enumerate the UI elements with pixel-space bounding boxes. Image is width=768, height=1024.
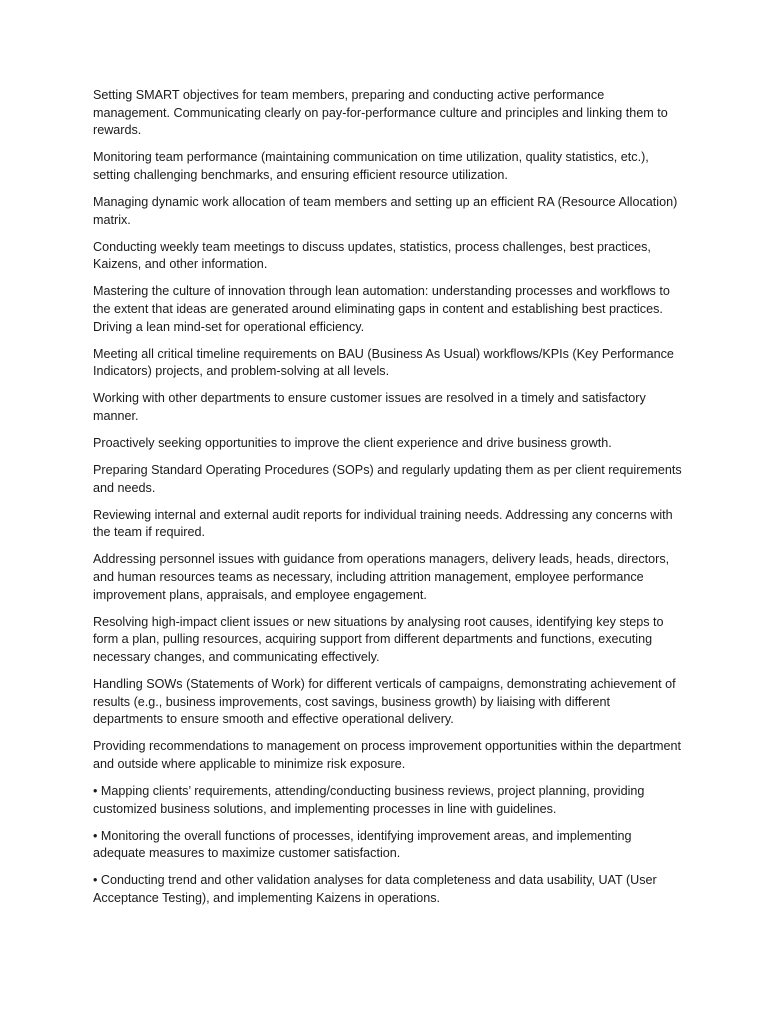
paragraph-personnel-issues: Addressing personnel issues with guidance from operations managers, delivery leads, heads, directors, and human resources teams as necessary, including attrition management, employee performance improvement plans, appraisals, and employee engagement. (93, 552, 670, 602)
paragraph-recommendations: Providing recommendations to management on process improvement opportunities within the department and outside where applicable to minimize risk exposure. (93, 739, 682, 771)
paragraph-timeline-requirements: Meeting all critical timeline requirements on BAU (Business As Usual) workflows/KPIs (Key Performance Indicators) projects, and problem-solving at all levels. (93, 346, 674, 379)
paragraph-monitoring-performance: Monitoring team performance (maintaining communication on time utilization, quality statistics, etc.), setting challenging benchmarks, and ensuring efficient resource utilization. (93, 150, 649, 182)
paragraph-sows: Handling SOWs (Statements of Work) for different verticals of campaigns, demonstrating achievement of results (e.g., business improvements, cost savings, business growth) by liaising with different departments to ensure smooth and effective operational delivery. (93, 677, 676, 727)
paragraph-smart-objectives: Setting SMART objectives for team members, preparing and conducting active performance management. Communicating clearly on pay-for-performance culture and principles and linking them to rewards. (93, 88, 668, 138)
paragraph-customer-issues: Working with other departments to ensure customer issues are resolved in a timely and satisfactory manner. (93, 391, 646, 423)
paragraph-lean-automation: Mastering the culture of innovation through lean automation: understanding processes and workflows to the extent that ideas are generated around eliminating gaps in content and establishing best practices. Driving a lean mind-set for operational efficiency. (93, 284, 670, 334)
paragraph-audit-reports: Reviewing internal and external audit reports for individual training needs. Addressing any concerns with the team if required. (93, 507, 673, 540)
bullet-mapping-requirements: • Mapping clients’ requirements, attending/conducting business reviews, project planning, providing customized business solutions, and implementing processes in line with guidelines. (93, 784, 645, 816)
bullet-monitoring-functions: • Monitoring the overall functions of processes, identifying improvement areas, and implementing adequate measures to maximize customer satisfaction. (93, 828, 632, 861)
paragraph-client-experience: Proactively seeking opportunities to improve the client experience and drive business growth. (93, 436, 612, 450)
paragraph-high-impact-issues: Resolving high-impact client issues or new situations by analysing root causes, identifying key steps to form a plan, pulling resources, acquiring support from different departments and functions, executing necessary changes, and communicating effectively. (93, 614, 664, 664)
paragraph-weekly-meetings: Conducting weekly team meetings to discuss updates, statistics, process challenges, best practices, Kaizens, and other information. (93, 239, 651, 272)
bullet-trend-analyses: • Conducting trend and other validation analyses for data completeness and data usability, UAT (User Acceptance Testing), and implementing Kaizens in operations. (93, 873, 657, 905)
paragraph-sops: Preparing Standard Operating Procedures (SOPs) and regularly updating them as per client requirements and needs. (93, 463, 682, 495)
document-page (93, 87, 683, 917)
paragraph-work-allocation: Managing dynamic work allocation of team members and setting up an efficient RA (Resource Allocation) matrix. (93, 194, 678, 227)
